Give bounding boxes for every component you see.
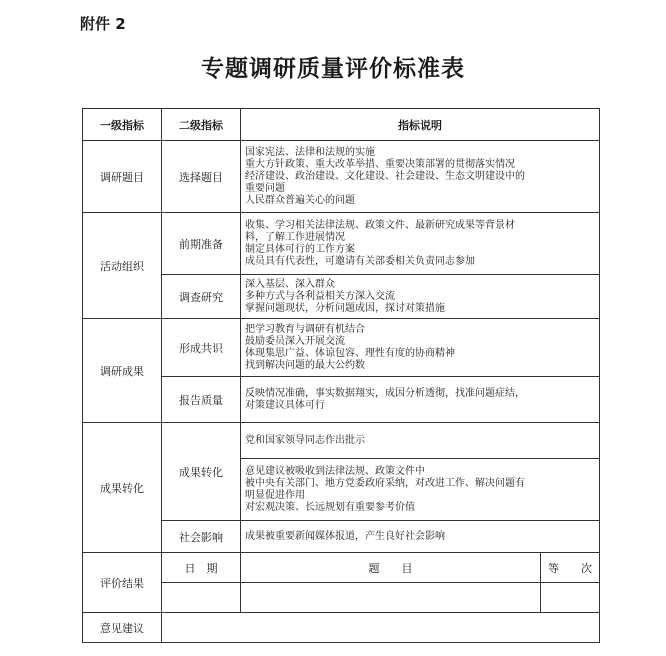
desc-line: 对策建议具体可行 (245, 399, 325, 411)
level1-cell: 调研成果 (83, 319, 162, 423)
table-row (83, 423, 600, 459)
header-level1: 一级指标 (83, 109, 162, 141)
desc-line: 重大方针政策、重大改革举措、重要决策部署的贯彻落实情况 (245, 158, 515, 170)
date-value-cell[interactable] (162, 583, 241, 613)
desc-line: 深入基层、深入群众 (245, 278, 335, 290)
page-title: 专题调研质量评价标准表 (201, 56, 465, 82)
date-header: 日 期 (162, 553, 241, 583)
desc-line: 鼓励委员深入开展交流 (245, 335, 345, 347)
desc-line: 国家宪法、法律和法规的实施 (245, 146, 375, 158)
desc-line: 意见建议被吸收到法律法规、政策文件中 (245, 465, 425, 477)
header-desc: 指标说明 (241, 109, 600, 141)
desc-cell (241, 521, 600, 553)
level2-cell: 形成共识 (162, 319, 241, 377)
table-row (83, 141, 600, 213)
desc-line: 把学习教育与调研有机结合 (245, 323, 365, 335)
desc-line: 成果被重要新闻媒体报道，产生良好社会影响 (245, 530, 445, 542)
desc-cell (241, 141, 600, 213)
level1-cell: 活动组织 (83, 213, 162, 319)
desc-line: 制定具体可行的工作方案 (245, 243, 355, 255)
desc-line: 明显促进作用 (245, 489, 305, 501)
desc-cell (241, 319, 600, 377)
level2-cell: 前期准备 (162, 213, 241, 275)
desc-line: 党和国家领导同志作出批示 (245, 434, 365, 446)
desc-line: 料，了解工作进展情况 (245, 231, 345, 243)
topic-header: 题 目 (241, 553, 541, 583)
table-row (83, 613, 600, 643)
table-row (83, 213, 600, 275)
table-row (83, 319, 600, 377)
desc-cell (241, 213, 600, 275)
desc-line: 重要问题 (245, 182, 285, 194)
desc-cell (241, 459, 600, 521)
level2-cell: 调查研究 (162, 275, 241, 319)
attachment-label: 附件 2 (80, 15, 126, 33)
desc-line: 反映情况准确，事实数据翔实，成因分析透彻，找准问题症结， (245, 387, 525, 399)
opinion-value-cell[interactable] (162, 613, 600, 643)
level1-cell: 意见建议 (83, 613, 162, 643)
level1-cell: 调研题目 (83, 141, 162, 213)
level2-cell: 报告质量 (162, 377, 241, 423)
level2-cell: 成果转化 (162, 423, 241, 521)
level1-cell: 成果转化 (83, 423, 162, 553)
table-header-row (83, 109, 600, 141)
desc-line: 体现集思广益、体谅包容、理性有度的协商精神 (245, 347, 455, 359)
desc-line: 成员具有代表性，可邀请有关部委相关负责同志参加 (245, 255, 475, 267)
desc-line: 人民群众普遍关心的问题 (245, 194, 355, 206)
topic-value-cell[interactable] (241, 583, 541, 613)
evaluation-table (82, 108, 600, 643)
desc-line: 对宏观决策、长远规划有重要参考价值 (245, 501, 415, 513)
rank-value-cell[interactable] (541, 583, 600, 613)
desc-line: 多种方式与各利益相关方深入交流 (245, 290, 395, 302)
desc-cell (241, 275, 600, 319)
rank-header: 等 次 (541, 553, 600, 583)
table-row (83, 553, 600, 583)
level1-cell: 评价结果 (83, 553, 162, 613)
level2-cell: 选择题目 (162, 141, 241, 213)
level2-cell: 社会影响 (162, 521, 241, 553)
desc-line: 经济建设、政治建设、文化建设、社会建设、生态文明建设中的 (245, 170, 525, 182)
desc-line: 掌握问题现状，分析问题成因，探讨对策措施 (245, 302, 445, 314)
desc-line: 收集、学习相关法律法规、政策文件、最新研究成果等背景材 (245, 219, 515, 231)
header-level2: 二级指标 (162, 109, 241, 141)
desc-cell (241, 423, 600, 459)
desc-cell (241, 377, 600, 423)
desc-line: 被中央有关部门、地方党委政府采纳，对改进工作、解决问题有 (245, 477, 525, 489)
desc-line: 找到解决问题的最大公约数 (245, 359, 365, 371)
